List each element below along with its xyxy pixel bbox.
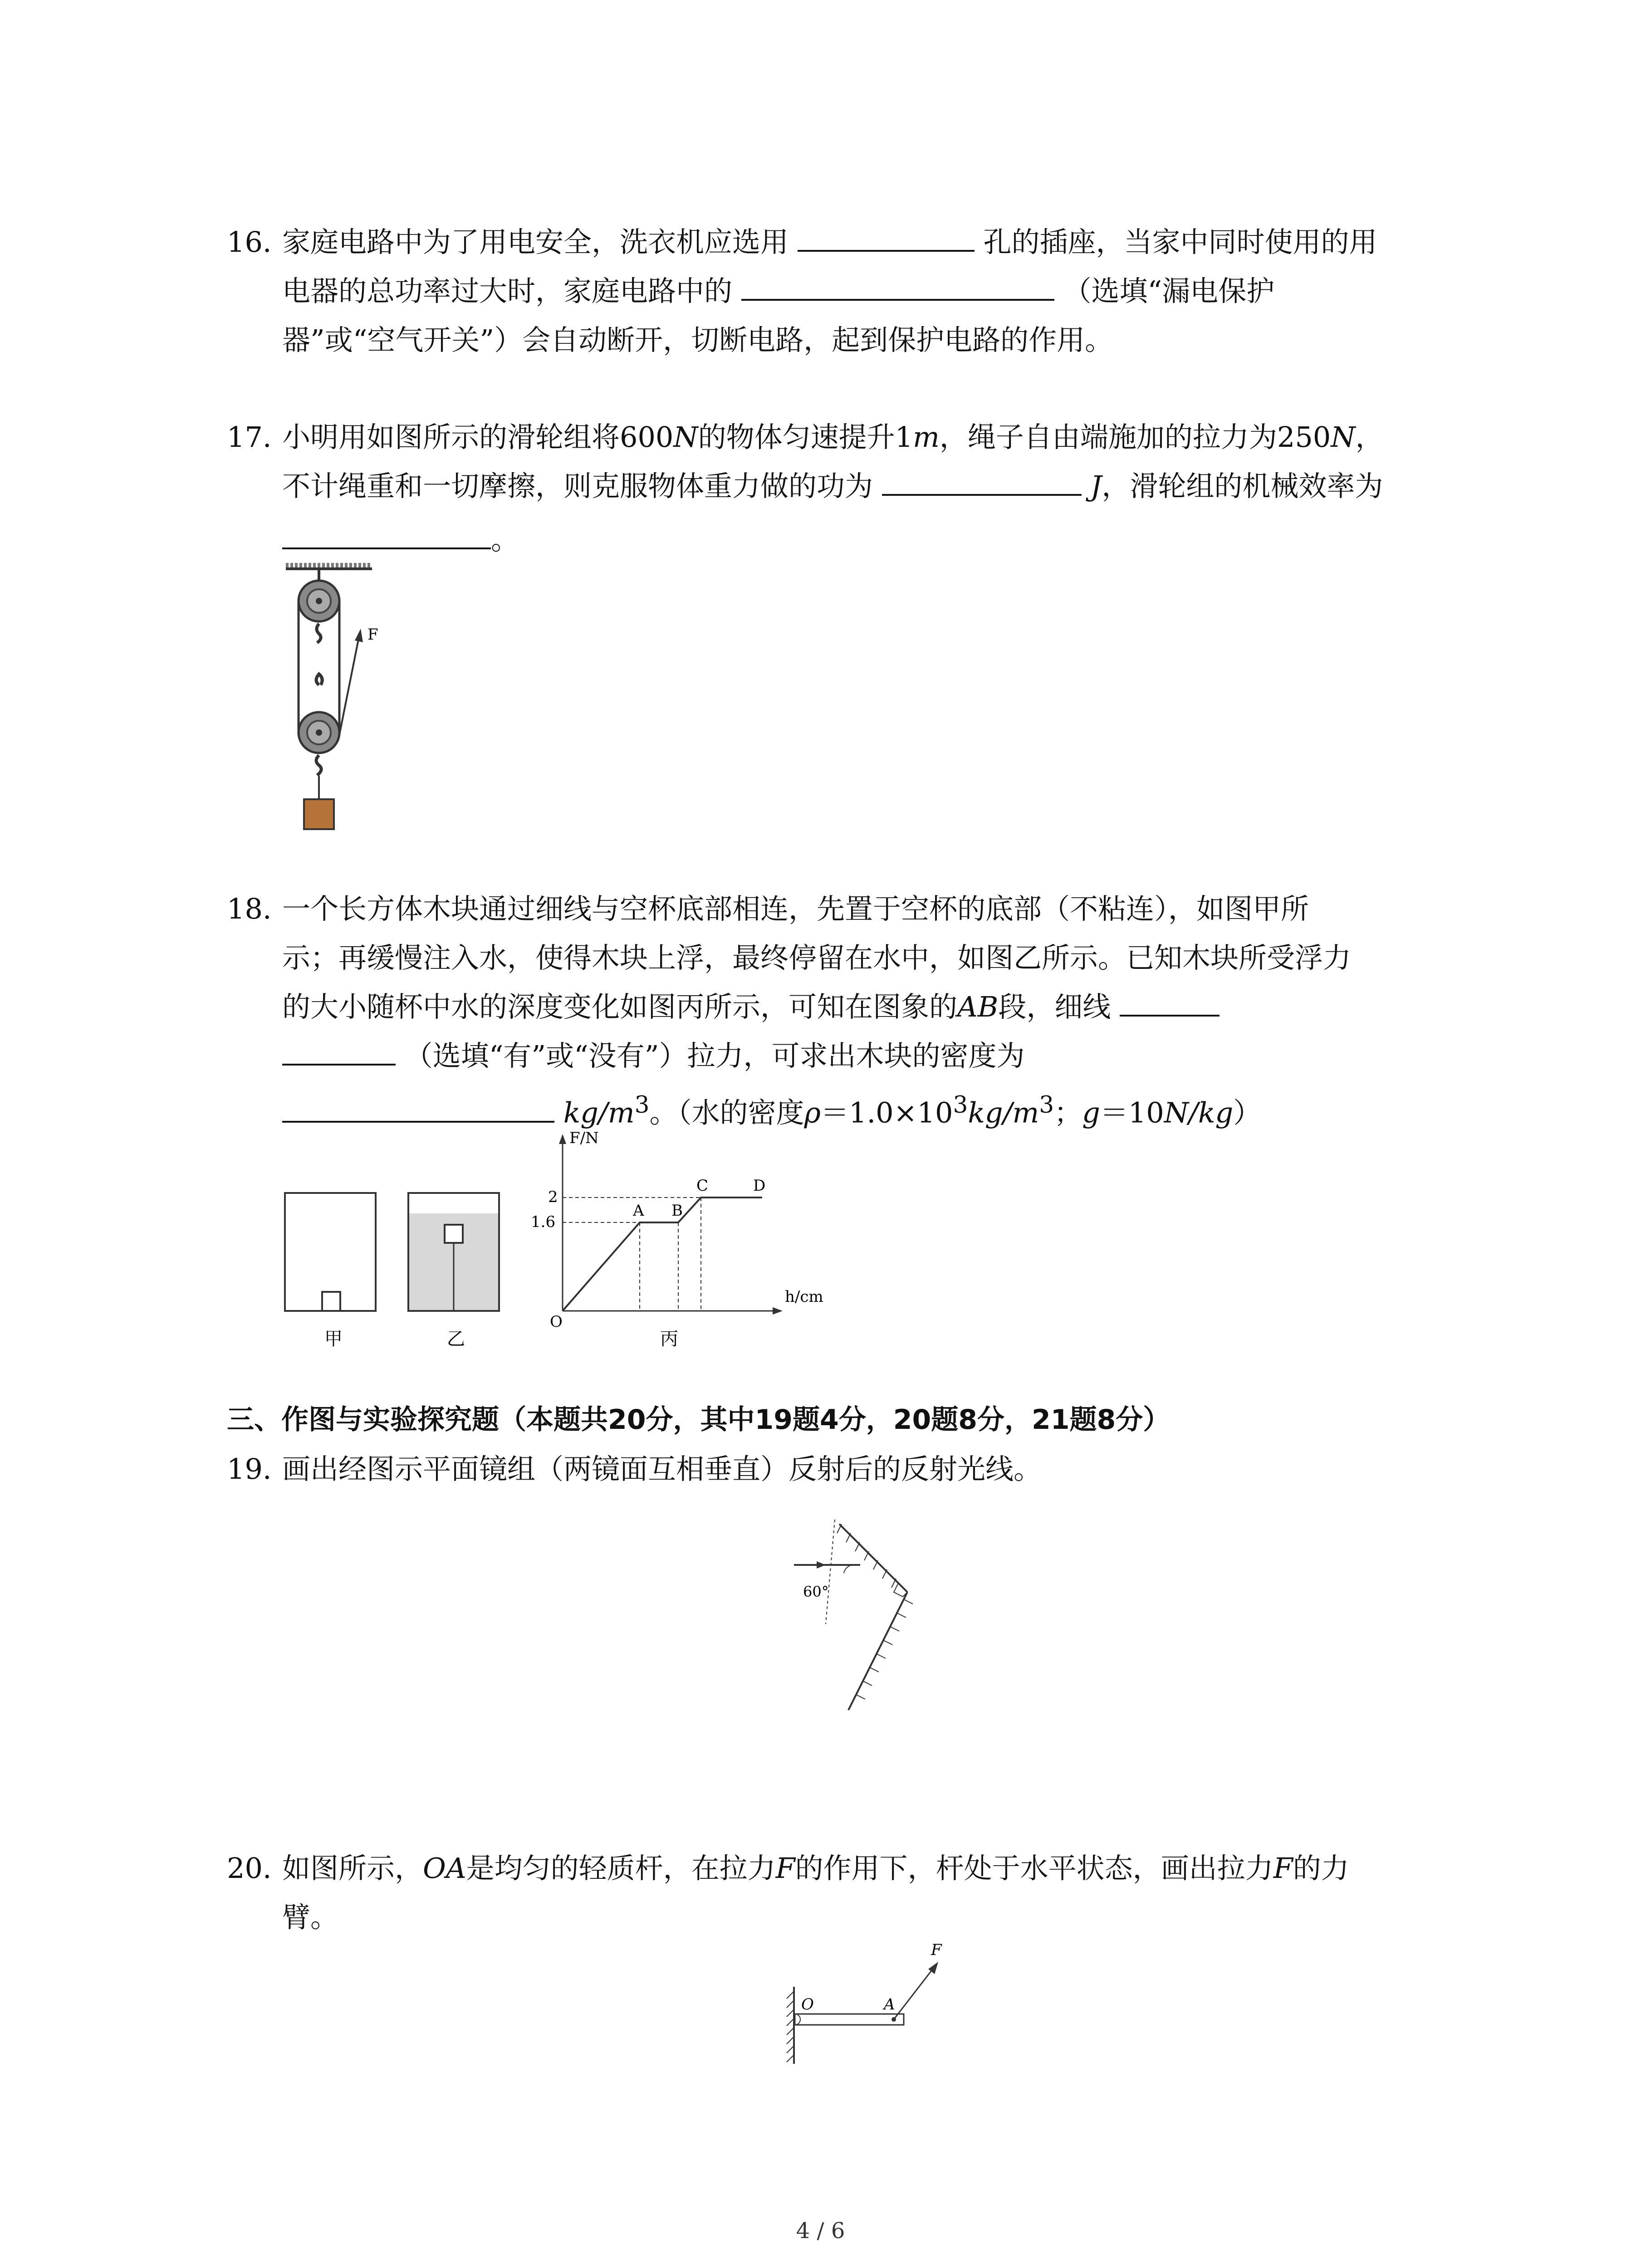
question-text: 画出经图示平面镜组（两镜面互相垂直）反射后的反射光线。 — [282, 1452, 1042, 1486]
question-text: 如图所示， — [282, 1852, 423, 1885]
answer-blank[interactable] — [282, 520, 491, 549]
answer-blank[interactable] — [282, 1036, 396, 1066]
question-19 — [227, 1445, 1452, 1494]
label-jia: 甲 — [324, 1329, 343, 1349]
axis-label-x: h/cm — [785, 1288, 823, 1306]
point-label-O: O — [801, 1995, 814, 2014]
answer-blank[interactable] — [741, 272, 1054, 301]
question-text: 孔的插座，当家中同时使用的用 — [983, 225, 1377, 259]
figure-yi — [408, 1193, 499, 1349]
question-text: ） — [1233, 1096, 1262, 1129]
segment-AB: AB — [957, 990, 999, 1023]
fixed-pulley — [299, 581, 339, 621]
point-label-C: C — [696, 1177, 709, 1195]
force-label-F: F — [931, 1941, 942, 1959]
answer-blank[interactable] — [1120, 987, 1220, 1017]
mirror-figure — [785, 1520, 966, 1728]
value-1: 1 — [895, 420, 913, 454]
question-text: 的力 — [1293, 1852, 1349, 1885]
figure-bing-graph — [531, 1129, 823, 1349]
question-text: 不计绳重和一切摩擦，则克服物体重力做的功为 — [282, 469, 873, 503]
lever-figure — [771, 1928, 962, 2073]
question-text: （选填“有”或“没有”）拉力，可求出木块的密度为 — [404, 1039, 1025, 1072]
wall — [787, 1987, 794, 2064]
rod — [795, 2014, 904, 2025]
question-text: 的物体匀速提升 — [698, 420, 895, 454]
answer-blank[interactable] — [882, 467, 1082, 496]
question-number: 17. — [227, 420, 272, 454]
question-text: 段，细线 — [998, 990, 1111, 1023]
question-text: 器”或“空气开关”）会自动断开，切断电路，起到保护电路的作用。 — [282, 323, 1113, 357]
question-20 — [227, 1844, 1452, 1942]
mirror-2 — [848, 1592, 913, 1710]
question-text: ，绳子自由端施加的拉力为 — [939, 420, 1277, 454]
question-text: 的大小随杯中水的深度变化如图丙所示，可知在图象的 — [282, 990, 958, 1023]
angle-label: 60° — [803, 1583, 829, 1600]
question-text: 示；再缓慢注入水，使得木块上浮，最终停留在水中，如图乙所示。已知木块所受浮力 — [282, 941, 1352, 974]
question-text: 臂。 — [282, 1901, 339, 1934]
force-F: F — [1273, 1852, 1293, 1885]
ceiling-support — [286, 565, 372, 569]
unit: m — [913, 420, 940, 454]
question-text: ＝1.0×10 — [821, 1096, 953, 1129]
question-text: 是均匀的轻质杆，在拉力 — [466, 1852, 776, 1885]
symbol-rho: ρ — [804, 1096, 821, 1129]
question-number: 19. — [227, 1452, 272, 1486]
force-curve — [563, 1198, 762, 1311]
question-text: 的作用下，杆处于水平状态，画出拉力 — [795, 1852, 1274, 1885]
question-number: 16. — [227, 225, 272, 259]
rod-OA: OA — [423, 1852, 466, 1885]
force-arrow — [894, 1962, 938, 2019]
unit: kg/m — [968, 1096, 1039, 1129]
question-17 — [227, 413, 1452, 564]
question-number: 20. — [227, 1852, 272, 1885]
figure-jia — [285, 1193, 376, 1349]
question-text: 。（水的密度 — [649, 1096, 804, 1129]
question-18 — [227, 885, 1452, 1138]
incident-ray — [794, 1561, 860, 1569]
symbol-g: g — [1082, 1096, 1100, 1129]
exponent: 3 — [953, 1091, 968, 1119]
force-label-F: F — [367, 626, 378, 644]
pulley-figure — [272, 562, 408, 844]
exponent: 3 — [634, 1091, 650, 1119]
label-bing: 丙 — [660, 1329, 678, 1349]
question-text: 一个长方体木块通过细线与空杯底部相连，先置于空杯的底部（不粘连），如图甲所 — [282, 892, 1309, 925]
origin-label: O — [550, 1313, 563, 1331]
answer-blank[interactable] — [282, 1094, 554, 1123]
question-text: （选填“漏电保护 — [1063, 274, 1275, 308]
question-text: ； — [1054, 1096, 1083, 1129]
force-F: F — [775, 1852, 795, 1885]
unit: N/kg — [1164, 1096, 1234, 1129]
unit: kg/m — [563, 1096, 635, 1129]
label-yi: 乙 — [447, 1329, 465, 1349]
tick-label-2: 2 — [548, 1188, 558, 1206]
value-250: 250 — [1277, 420, 1331, 454]
answer-blank[interactable] — [798, 223, 975, 252]
section-heading: 三、作图与实验探究题（本题共20分，其中19题4分，20题8分，21题8分） — [227, 1404, 1171, 1436]
wooden-block — [304, 799, 334, 829]
question-text: ＝10 — [1100, 1096, 1164, 1129]
question-16 — [227, 218, 1452, 365]
point-label-B: B — [671, 1202, 683, 1220]
exponent: 3 — [1039, 1091, 1054, 1119]
movable-pulley — [299, 712, 339, 753]
unit: N — [673, 420, 698, 454]
question-text: 家庭电路中为了用电安全，洗衣机应选用 — [282, 225, 789, 259]
page-number: 4 / 6 — [796, 2218, 845, 2244]
axis-label-y: F/N — [569, 1129, 599, 1147]
point-label-A: A — [884, 1995, 895, 2014]
question-number: 18. — [227, 892, 272, 925]
mirror-1 — [837, 1524, 907, 1592]
unit: N — [1331, 420, 1356, 454]
question-text: ， — [1355, 420, 1384, 454]
buoyancy-figures — [272, 1129, 862, 1374]
value-600: 600 — [620, 420, 674, 454]
tick-label-1-6: 1.6 — [531, 1213, 556, 1231]
question-text: 小明用如图所示的滑轮组将 — [282, 420, 620, 454]
question-text: ，滑轮组的机械效率为 — [1102, 469, 1383, 503]
point-label-D: D — [753, 1177, 766, 1195]
point-label-A: A — [633, 1202, 644, 1220]
question-text: 电器的总功率过大时，家庭电路中的 — [282, 274, 733, 308]
unit: J — [1090, 469, 1102, 503]
question-text: 。 — [491, 523, 519, 556]
